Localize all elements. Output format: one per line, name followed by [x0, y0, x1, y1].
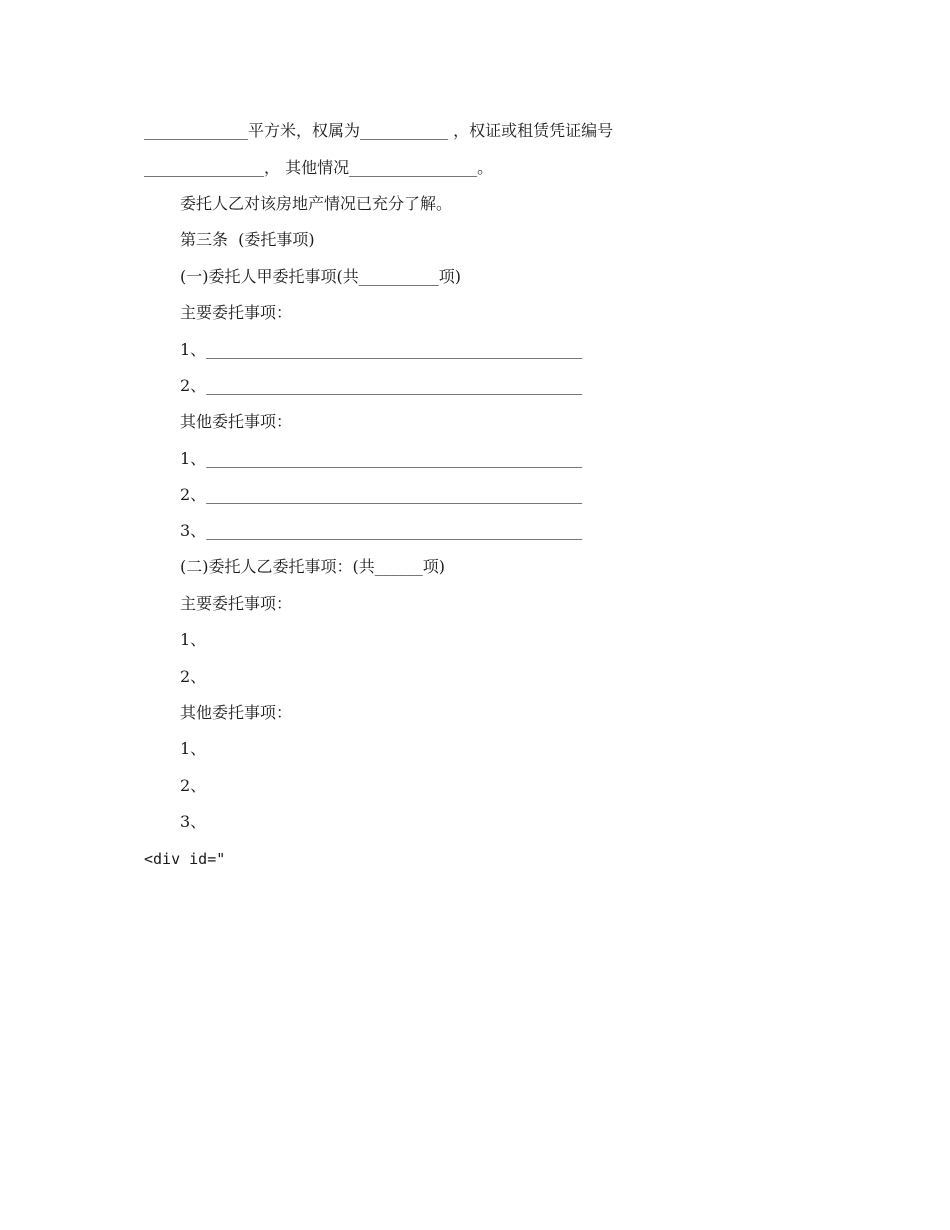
- other-situation-line: _______________， 其他情况________________。: [144, 158, 494, 177]
- stray-markup-text: <div id=": [144, 850, 226, 868]
- client-b-understanding-line: 委托人乙对该房地产情况已充分了解。: [180, 194, 453, 213]
- client-a-main-items-label: 主要委托事项：: [180, 303, 293, 322]
- client-b-main-items-label: 主要委托事项：: [180, 594, 293, 613]
- client-b-items-heading: (二)委托人乙委托事项：(共______项): [180, 557, 445, 576]
- area-ownership-line: _____________平方米，权属为___________ ，权证或租赁凭证编号: [144, 121, 614, 140]
- client-b-other-items-label: 其他委托事项：: [180, 703, 293, 722]
- client-a-other-item-3: 3、_______________________________________________: [180, 521, 583, 540]
- article-three-heading: 第三条 (委托事项): [180, 230, 315, 249]
- client-b-other-item-1: 1、: [180, 739, 207, 758]
- client-a-other-items-label: 其他委托事项：: [180, 412, 293, 431]
- client-b-other-item-2: 2、: [180, 776, 207, 795]
- client-a-main-item-1: 1、_______________________________________________: [180, 340, 583, 359]
- client-a-other-item-2: 2、_______________________________________________: [180, 485, 583, 504]
- client-b-main-item-2: 2、: [180, 667, 207, 686]
- client-b-other-item-3: 3、: [180, 812, 207, 831]
- client-b-main-item-1: 1、: [180, 630, 207, 649]
- client-a-other-item-1: 1、_______________________________________________: [180, 449, 583, 468]
- client-a-items-heading: (一)委托人甲委托事项(共__________项): [180, 267, 461, 286]
- client-a-main-item-2: 2、_______________________________________________: [180, 376, 583, 395]
